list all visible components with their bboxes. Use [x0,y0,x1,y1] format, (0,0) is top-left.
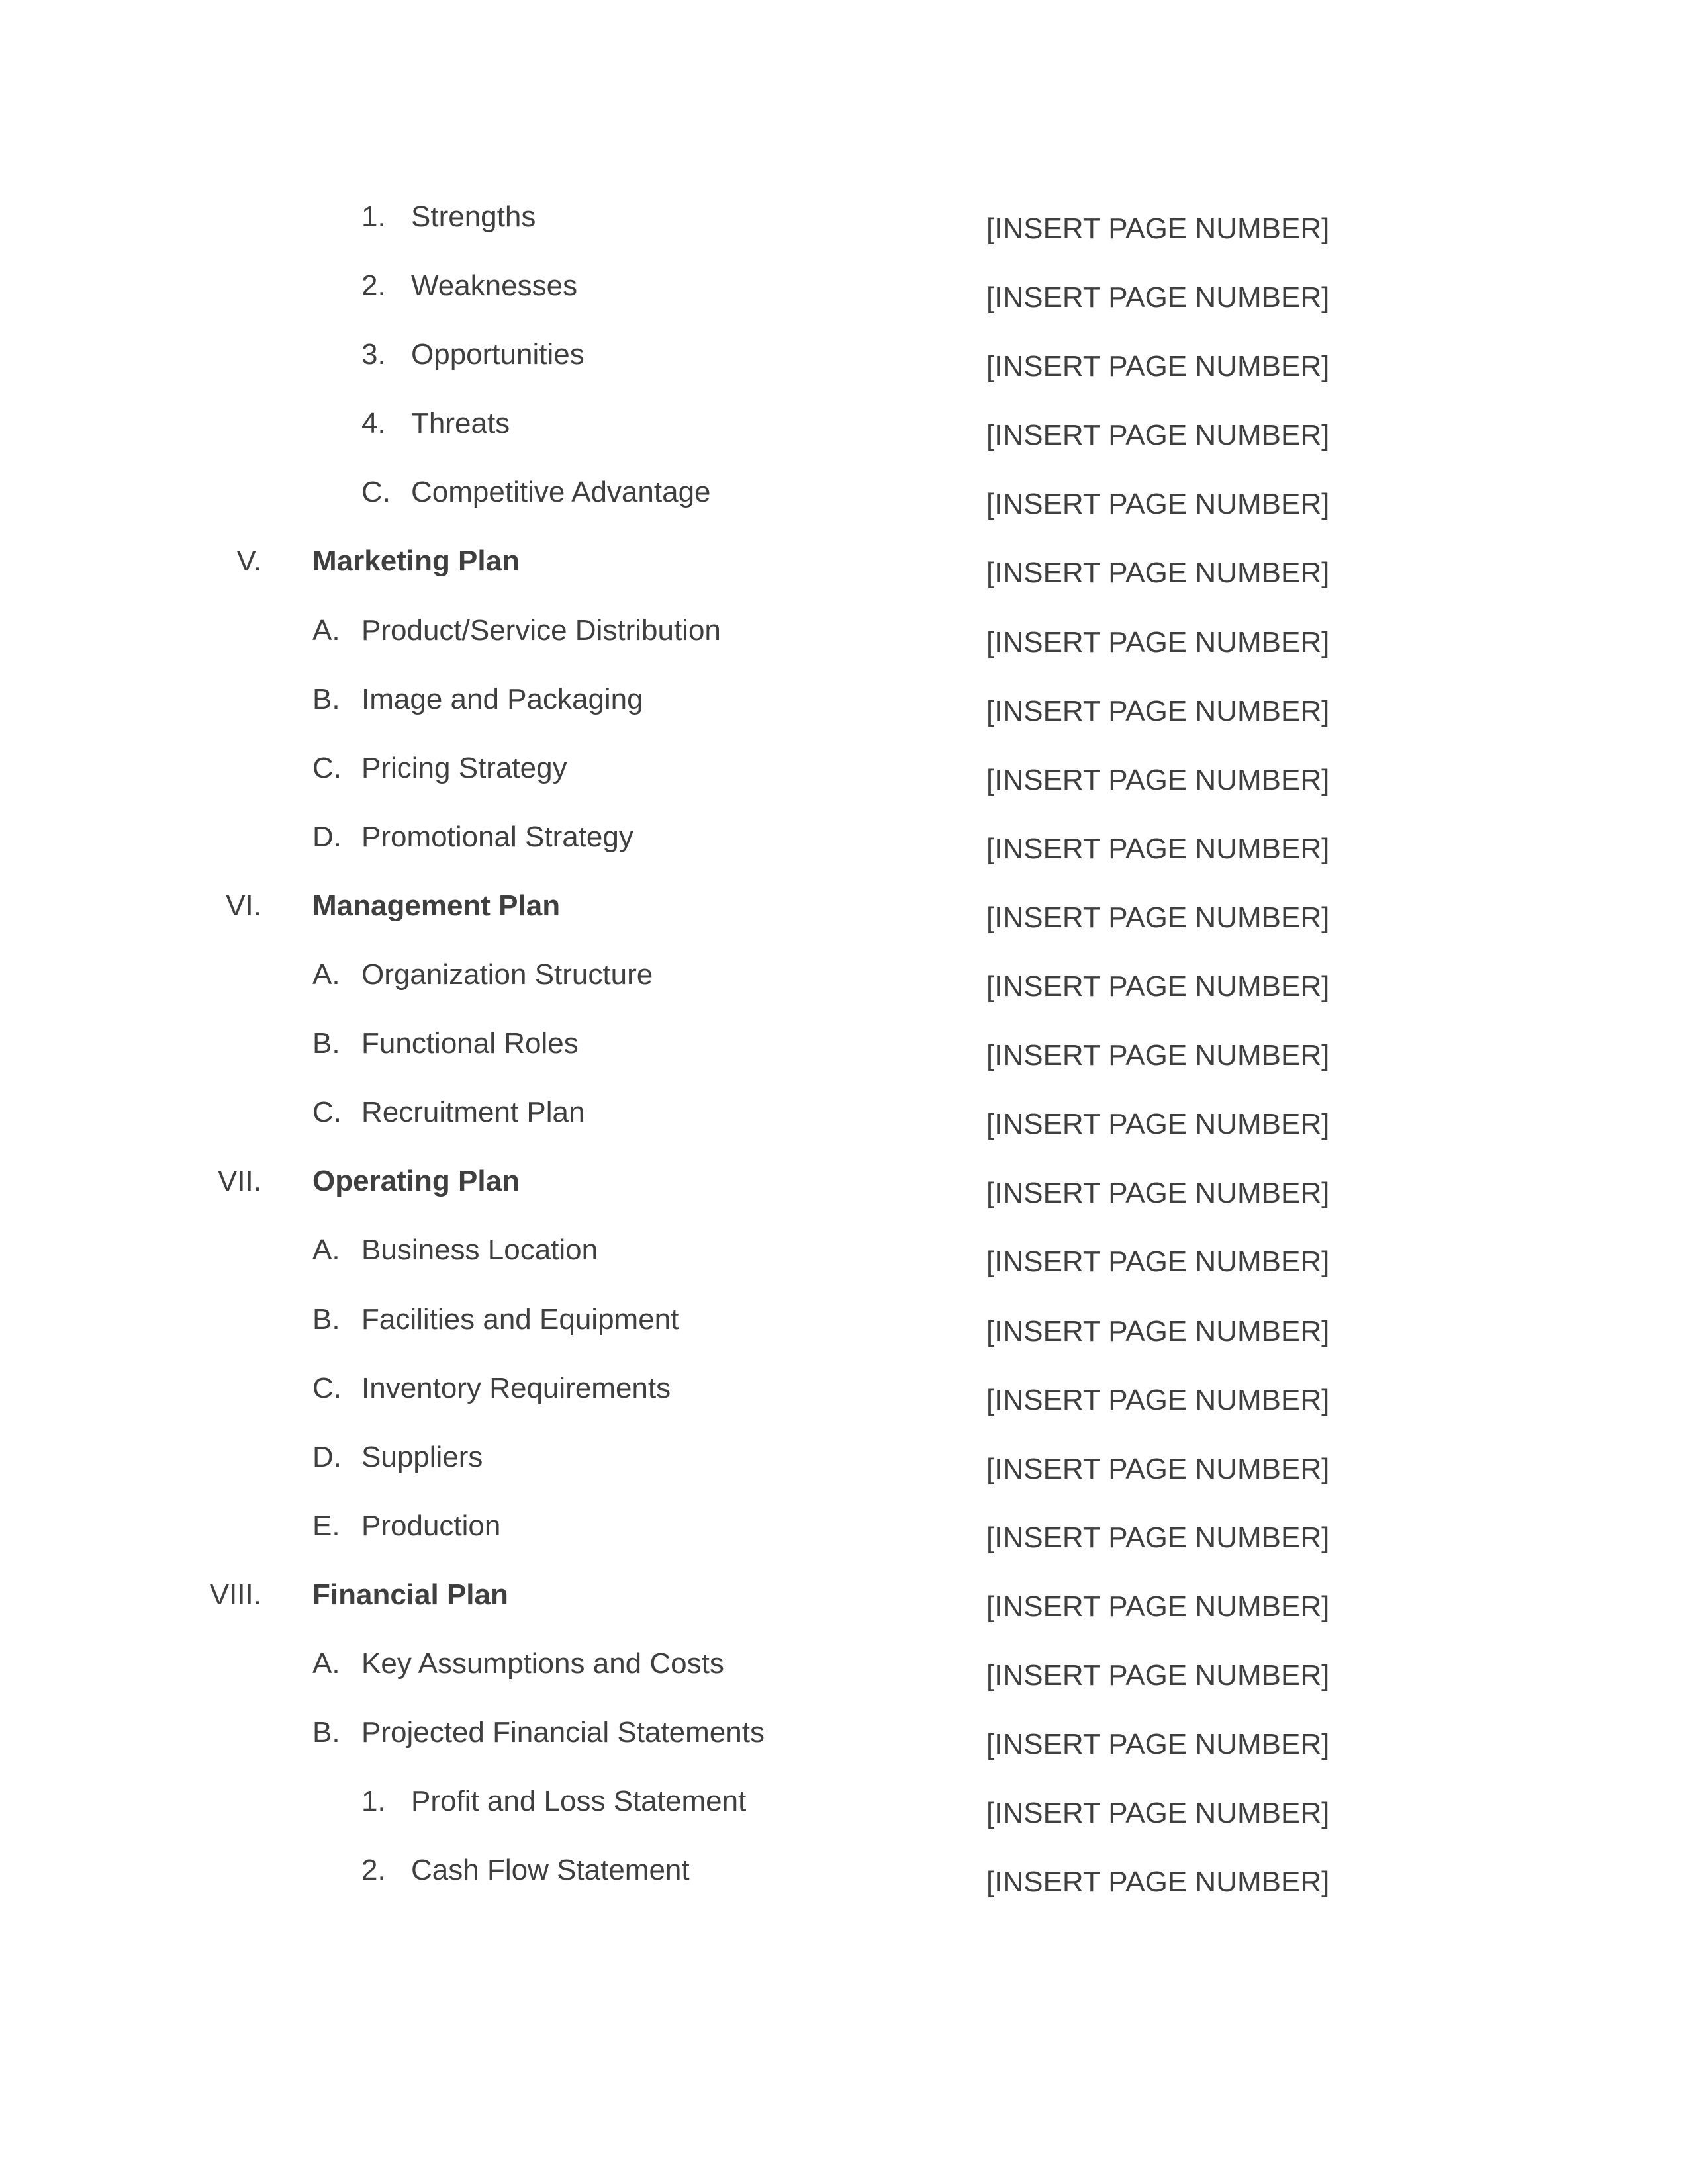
toc-entry [0,1025,1688,1094]
toc-section-page-number: [INSERT PAGE NUMBER] [986,901,1330,934]
toc-entry-marker: C. [361,476,391,509]
toc-entry-marker: C. [312,1371,342,1404]
toc-entry-title: Competitive Advantage [411,476,711,509]
toc-entry-page-number: [INSERT PAGE NUMBER] [986,832,1330,865]
toc-entry [0,1094,1688,1163]
toc-entry-page-number: [INSERT PAGE NUMBER] [986,281,1330,314]
toc-entry-marker: B. [312,1716,340,1749]
toc-entry-title: Strengths [411,201,536,233]
toc-entry-page-number: [INSERT PAGE NUMBER] [986,970,1330,1003]
toc-entry-page-number: [INSERT PAGE NUMBER] [986,212,1330,245]
toc-entry-title: Profit and Loss Statement [411,1785,747,1818]
toc-section-title: Marketing Plan [312,545,520,578]
toc-entry-title: Business Location [361,1234,598,1267]
toc-entry-page-number: [INSERT PAGE NUMBER] [986,763,1330,796]
toc-entry [0,267,1688,336]
toc-section-numeral: V. [236,545,261,578]
table-of-contents [0,199,1688,1921]
toc-section-title: Management Plan [312,889,561,922]
toc-entry [0,336,1688,405]
toc-section-numeral: VI. [226,889,261,922]
toc-entry-title: Promotional Strategy [361,820,633,853]
toc-entry-title: Suppliers [361,1440,483,1473]
toc-entry-page-number: [INSERT PAGE NUMBER] [986,1108,1330,1141]
toc-entry [0,681,1688,750]
toc-entry-marker: C. [312,1096,342,1129]
toc-entry-page-number: [INSERT PAGE NUMBER] [986,1521,1330,1554]
toc-entry-title: Weaknesses [411,269,578,302]
toc-section [0,1576,1688,1645]
toc-entry-page-number: [INSERT PAGE NUMBER] [986,1246,1330,1279]
toc-section [0,1163,1688,1232]
toc-entry [0,1232,1688,1300]
toc-entry-title: Opportunities [411,338,585,371]
toc-entry [0,956,1688,1025]
toc-entry [0,1508,1688,1576]
toc-section-page-number: [INSERT PAGE NUMBER] [986,1177,1330,1210]
toc-entry-title: Pricing Strategy [361,751,567,784]
toc-entry [0,1439,1688,1508]
toc-entry [0,819,1688,887]
toc-entry-page-number: [INSERT PAGE NUMBER] [986,625,1330,659]
toc-entry-title: Cash Flow Statement [411,1854,690,1887]
toc-entry-marker: A. [312,958,340,991]
toc-entry-marker: 3. [361,338,386,371]
toc-entry [0,405,1688,474]
toc-entry-marker: A. [312,1647,340,1680]
toc-entry-marker: B. [312,682,340,715]
toc-entry-title: Inventory Requirements [361,1371,671,1404]
toc-entry-marker: 1. [361,201,386,233]
toc-entry [0,612,1688,681]
toc-section-page-number: [INSERT PAGE NUMBER] [986,1590,1330,1623]
toc-entry-page-number: [INSERT PAGE NUMBER] [986,1383,1330,1416]
toc-entry-title: Projected Financial Statements [361,1716,765,1749]
toc-entry-title: Facilities and Equipment [361,1302,679,1336]
toc-entry-marker: C. [312,751,342,784]
toc-section [0,887,1688,956]
toc-entry [0,199,1688,267]
toc-entry [0,1783,1688,1852]
toc-entry-page-number: [INSERT PAGE NUMBER] [986,350,1330,383]
toc-entry-title: Product/Service Distribution [361,614,721,647]
toc-entry-page-number: [INSERT PAGE NUMBER] [986,694,1330,727]
toc-section-title: Operating Plan [312,1165,520,1198]
toc-entry [0,1852,1688,1921]
toc-entry-marker: 1. [361,1785,386,1818]
toc-section-numeral: VIII. [209,1578,261,1611]
toc-entry-marker: B. [312,1302,340,1336]
toc-entry-page-number: [INSERT PAGE NUMBER] [986,1659,1330,1692]
toc-entry-page-number: [INSERT PAGE NUMBER] [986,1039,1330,1072]
toc-entry-title: Production [361,1509,501,1542]
toc-entry-page-number: [INSERT PAGE NUMBER] [986,1728,1330,1761]
toc-entry-title: Image and Packaging [361,682,643,715]
toc-entry-marker: B. [312,1027,340,1060]
toc-entry-title: Organization Structure [361,958,653,991]
toc-entry [0,1370,1688,1439]
toc-entry-page-number: [INSERT PAGE NUMBER] [986,419,1330,452]
toc-entry-marker: 4. [361,407,386,440]
toc-entry-page-number: [INSERT PAGE NUMBER] [986,488,1330,521]
toc-entry-page-number: [INSERT PAGE NUMBER] [986,1452,1330,1485]
toc-section-numeral: VII. [217,1165,261,1198]
toc-entry [0,1301,1688,1370]
toc-entry-marker: D. [312,1440,342,1473]
toc-entry-marker: A. [312,1234,340,1267]
toc-entry-page-number: [INSERT PAGE NUMBER] [986,1797,1330,1830]
toc-entry-page-number: [INSERT PAGE NUMBER] [986,1866,1330,1899]
toc-entry [0,1714,1688,1783]
toc-entry-marker: D. [312,820,342,853]
toc-entry [0,474,1688,543]
toc-section [0,543,1688,612]
toc-entry-title: Functional Roles [361,1027,579,1060]
toc-entry-title: Threats [411,407,510,440]
toc-entry-marker: 2. [361,269,386,302]
toc-entry-title: Key Assumptions and Costs [361,1647,724,1680]
toc-entry [0,750,1688,819]
toc-entry-marker: A. [312,614,340,647]
toc-entry-title: Recruitment Plan [361,1096,585,1129]
toc-entry [0,1645,1688,1714]
toc-entry-marker: E. [312,1509,340,1542]
toc-section-page-number: [INSERT PAGE NUMBER] [986,557,1330,590]
toc-entry-page-number: [INSERT PAGE NUMBER] [986,1314,1330,1347]
toc-entry-marker: 2. [361,1854,386,1887]
toc-section-title: Financial Plan [312,1578,508,1611]
